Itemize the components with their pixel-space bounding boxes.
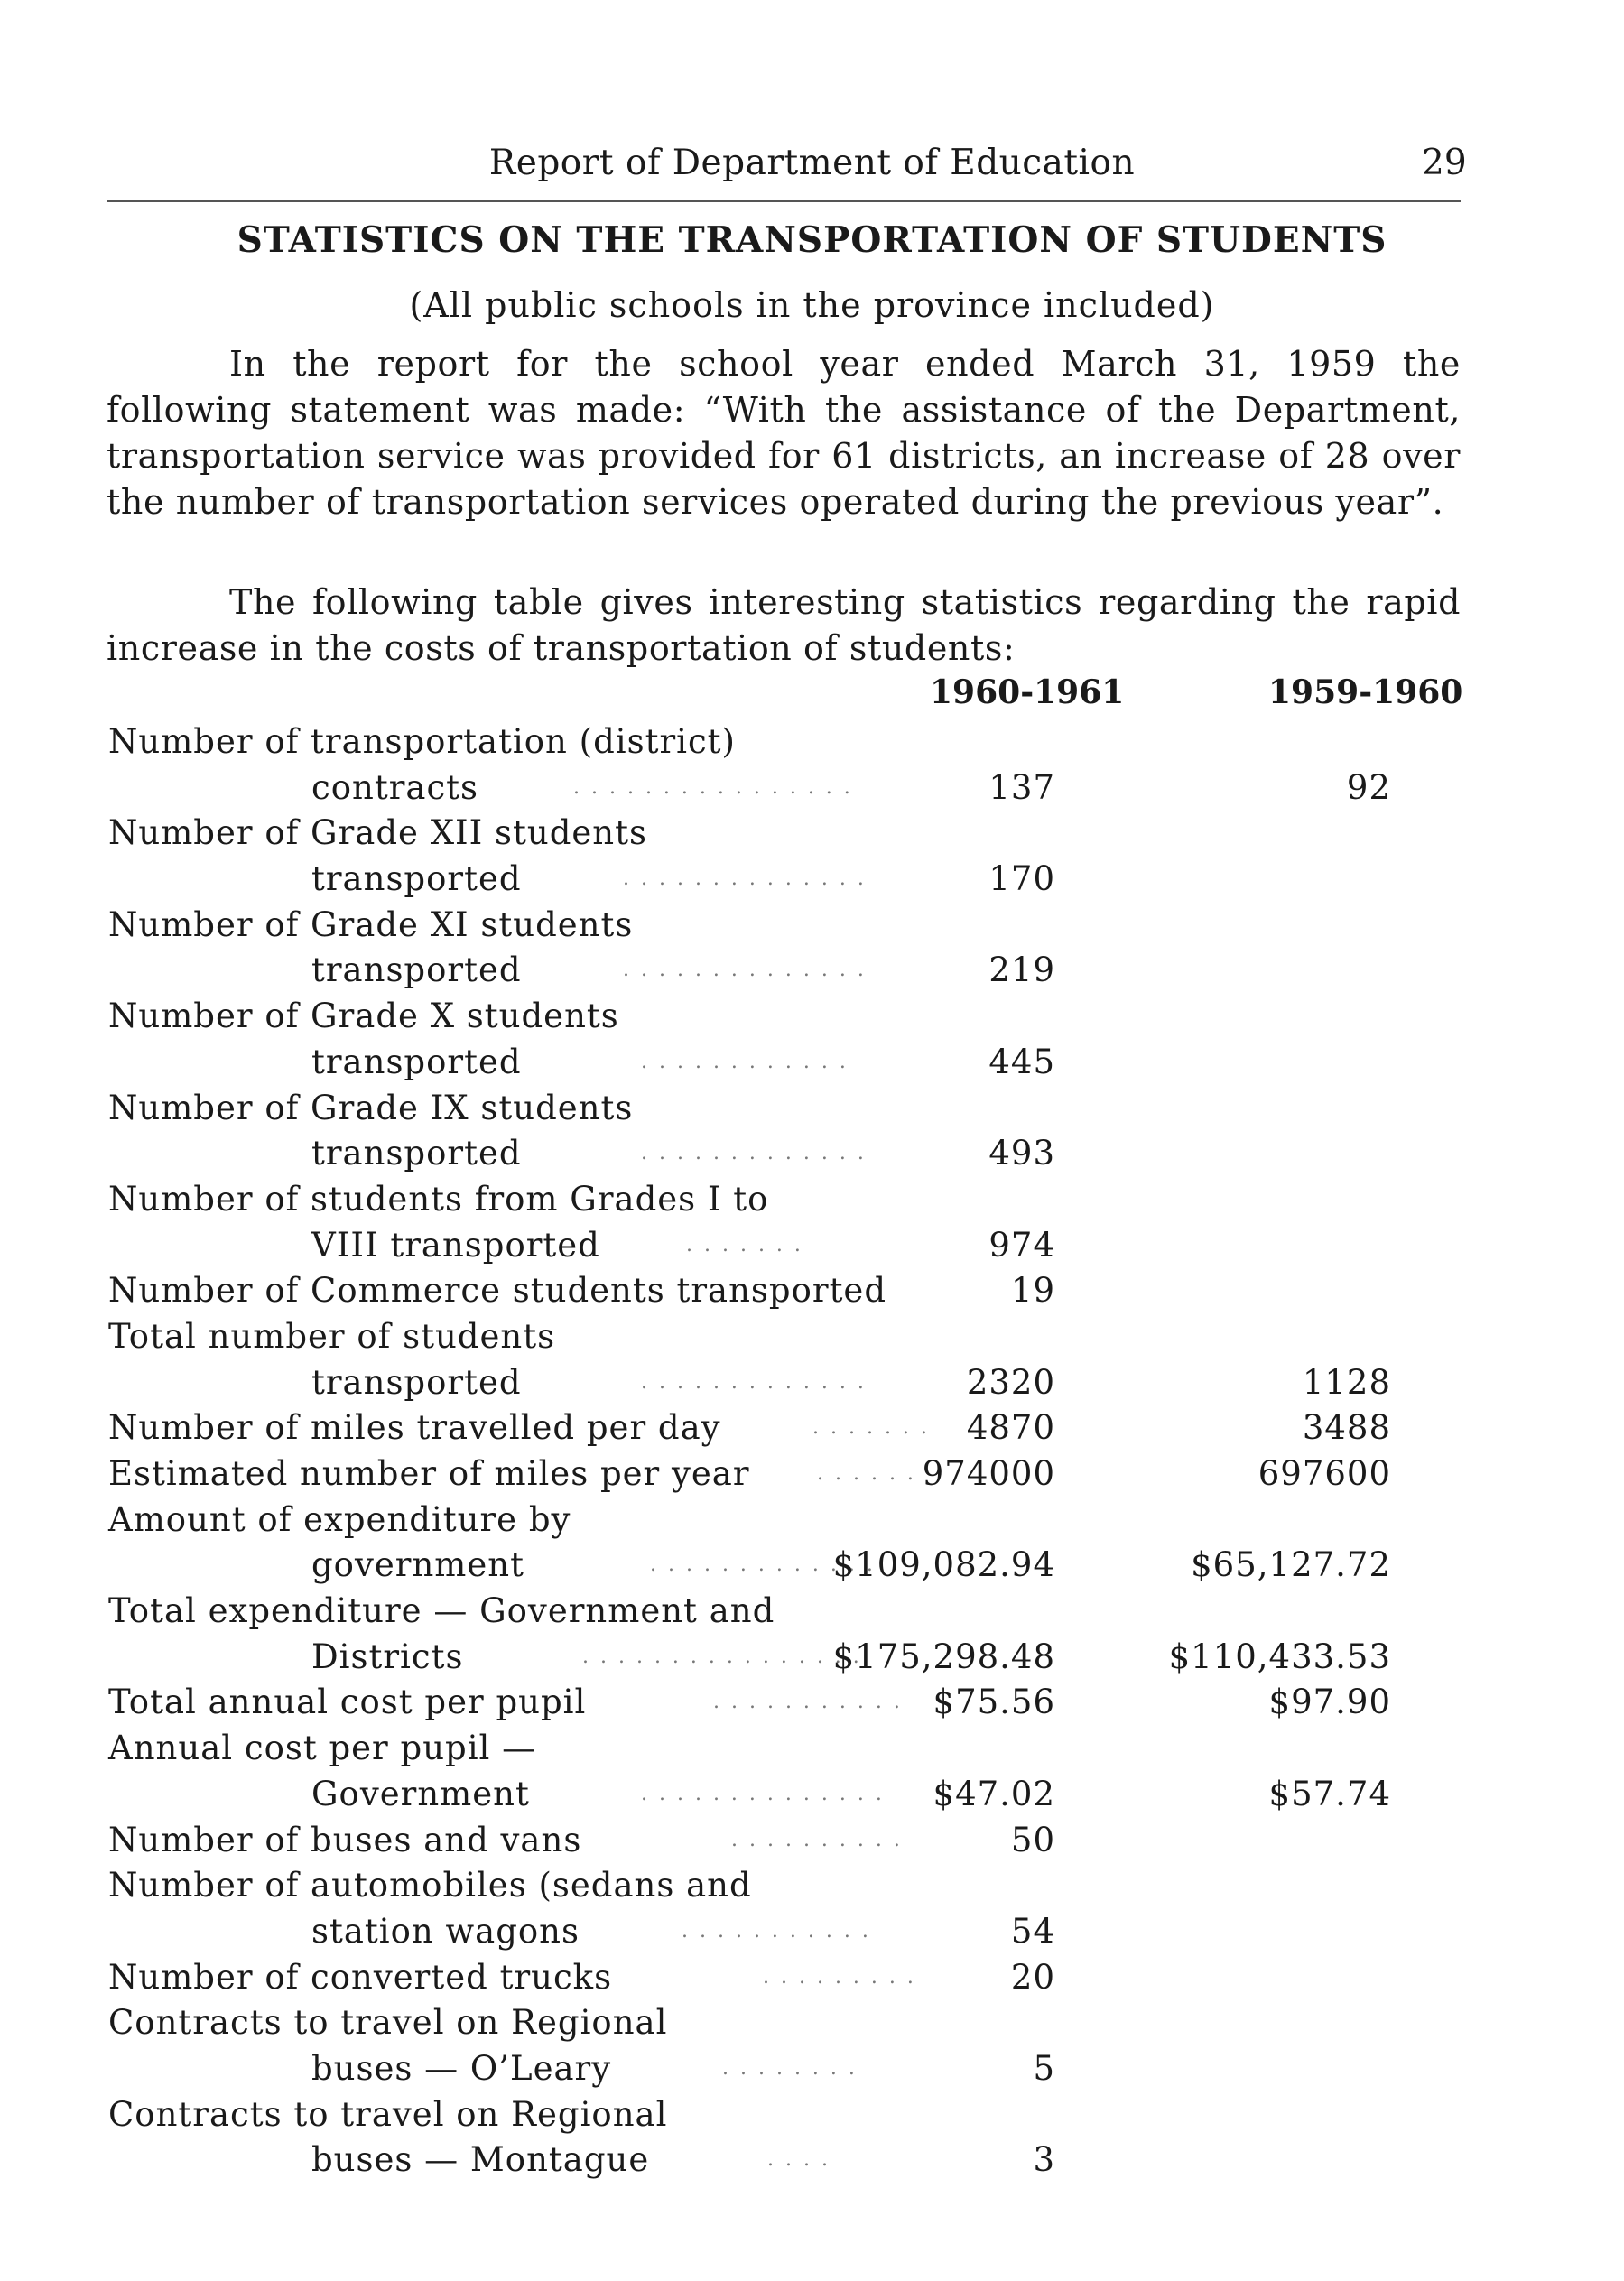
value-1960-1961: 974000 [922,1454,1055,1493]
leader-dots: . . . . . . . . . . . . . . . . [582,1645,862,1668]
value-1959-1960: $110,433.53 [1168,1637,1391,1676]
row-label: Number of Grade XI students [108,904,634,944]
row-label: Number of Grade IX students [108,1088,634,1127]
row-label: Total annual cost per pupil [108,1683,587,1722]
row-label: station wagons [311,1911,580,1951]
leader-dots: . . . . [767,2148,831,2172]
table-row [0,994,1624,1040]
leader-dots: . . . . . . . [812,1416,930,1440]
row-label: Total number of students [108,1316,556,1356]
value-1960-1961: 5 [1033,2048,1055,2088]
running-header: Report of Department of Education [488,143,1136,183]
value-1960-1961: $175,298.48 [832,1637,1055,1676]
value-1960-1961: $75.56 [933,1683,1055,1722]
value-1960-1961: 137 [988,767,1055,807]
leader-dots: . . . . . . . . . . . . . . . . [573,775,853,799]
value-1960-1961: 54 [1010,1911,1055,1951]
row-label: Total expenditure — Government and [108,1591,775,1631]
leader-dots: . . . . . . . . . . [731,1828,903,1851]
table-row [0,1726,1624,1772]
statistics-table [0,719,1624,2184]
table-row [0,1040,1624,1086]
value-1960-1961: 445 [988,1042,1055,1081]
table-row [0,1909,1624,1955]
table-row [0,1131,1624,1177]
table-row [0,1863,1624,1909]
row-label: Contracts to travel on Regional [108,2094,668,2134]
value-1959-1960: 1128 [1302,1362,1391,1402]
table-row [0,1772,1624,1818]
row-label: Number of Grade X students [108,997,619,1036]
row-label: transported [311,859,522,899]
table-row [0,1405,1624,1451]
row-label: Number of buses and vans [108,1820,582,1859]
value-1959-1960: $65,127.72 [1191,1545,1391,1585]
leader-dots: . . . . . . . . . . . . . [641,1142,867,1165]
table-row [0,1223,1624,1269]
row-label: Number of transportation (district) [108,722,736,761]
table-row [0,811,1624,857]
value-1960-1961: 3 [1033,2140,1055,2180]
table-row [0,1589,1624,1635]
value-1959-1960: 92 [1346,767,1391,807]
table-row [0,1543,1624,1589]
row-label: VIII transported [311,1225,600,1265]
leader-dots: . . . . . . . . . . . [713,1691,903,1714]
leader-dots: . . . . . . . . [722,2056,858,2080]
table-row [0,1497,1624,1544]
value-1959-1960: $57.74 [1268,1774,1391,1813]
row-label: Number of students from Grades I to [108,1179,769,1219]
value-1960-1961: 170 [988,859,1055,899]
table-row [0,1680,1624,1726]
table-row [0,1086,1624,1132]
table-row [0,857,1624,903]
section-subtitle: (All public schools in the province included) [409,285,1215,325]
row-label: transported [311,1362,522,1402]
value-1960-1961: 974 [988,1225,1055,1265]
table-row [0,719,1624,765]
row-label: Districts [311,1637,464,1676]
leader-dots: . . . . . . . . . . . [682,1919,871,1943]
table-intro-paragraph: The following table gives interesting statistics regarding the rapid increase in the costs of transportation of students: [107,582,1461,668]
row-label: transported [311,950,522,990]
row-label: Contracts to travel on Regional [108,2003,668,2043]
value-1960-1961: 2320 [966,1362,1055,1402]
leader-dots: . . . . . . [817,1462,916,1485]
row-label: Number of converted trucks [108,1957,613,1997]
leader-dots: . . . . . . . [686,1233,803,1256]
intro-paragraph: In the report for the school year ended March 31, 1959 the following statement was made: “With the assistance of the Department, transportation service was provided for 61 districts, an increase of 28 over the number of transportation services operated during the previous year”. [107,344,1461,522]
row-label: Number of automobiles (sedans and [108,1866,752,1905]
table-row [0,1451,1624,1497]
table-row [0,1268,1624,1314]
row-label: Number of Commerce students transported [108,1271,887,1311]
leader-dots: . . . . . . . . . . . . . . [623,959,867,982]
table-row [0,903,1624,949]
leader-dots: . . . . . . . . . . . . . . [623,867,867,891]
section-title: STATISTICS ON THE TRANSPORTATION OF STUDENTS [237,219,1387,261]
row-label: buses — Montague [311,2140,650,2180]
row-label: Government [311,1774,530,1813]
table-row [0,1818,1624,1864]
row-label: Estimated number of miles per year [108,1454,750,1493]
row-label: contracts [311,767,479,807]
leader-dots: . . . . . . . . . [763,1965,916,1989]
value-1960-1961: $47.02 [933,1774,1055,1813]
value-1959-1960: 3488 [1302,1408,1391,1448]
value-1959-1960: 697600 [1257,1454,1391,1493]
column-header-1960-1961: 1960-1961 [930,673,1125,711]
table-row [0,1314,1624,1360]
table-row [0,1360,1624,1406]
value-1960-1961: 20 [1010,1957,1055,1997]
row-label: transported [311,1042,522,1081]
value-1960-1961: 50 [1010,1820,1055,1859]
value-1960-1961: $109,082.94 [832,1545,1055,1585]
value-1960-1961: 493 [988,1134,1055,1173]
table-row [0,1635,1624,1681]
value-1959-1960: $97.90 [1268,1683,1391,1722]
leader-dots: . . . . . . . . . . . . . . [641,1782,885,1805]
table-row [0,2137,1624,2184]
value-1960-1961: 19 [1010,1271,1055,1311]
row-label: transported [311,1134,522,1173]
table-row [0,1955,1624,2001]
leader-dots: . . . . . . . . . . . . [641,1050,849,1073]
row-label: Amount of expenditure by [108,1499,571,1539]
page-number: 29 [1422,143,1467,183]
table-row [0,765,1624,811]
value-1960-1961: 4870 [966,1408,1055,1448]
table-row [0,2092,1624,2138]
column-header-1959-1960: 1959-1960 [1268,673,1463,711]
leader-dots: . . . . . . . . . . . . . [641,1370,867,1394]
value-1960-1961: 219 [988,950,1055,990]
row-label: Number of Grade XII students [108,813,647,853]
table-row [0,1177,1624,1223]
row-label: buses — O’Leary [311,2048,612,2088]
table-row [0,948,1624,994]
row-label: Number of miles travelled per day [108,1408,721,1448]
row-label: government [311,1545,524,1585]
row-label: Annual cost per pupil — [108,1729,537,1768]
header-rule [107,200,1461,202]
leader-dots: . . . . . . . . . . . . . [650,1553,876,1577]
table-row [0,2046,1624,2092]
table-row [0,2000,1624,2046]
